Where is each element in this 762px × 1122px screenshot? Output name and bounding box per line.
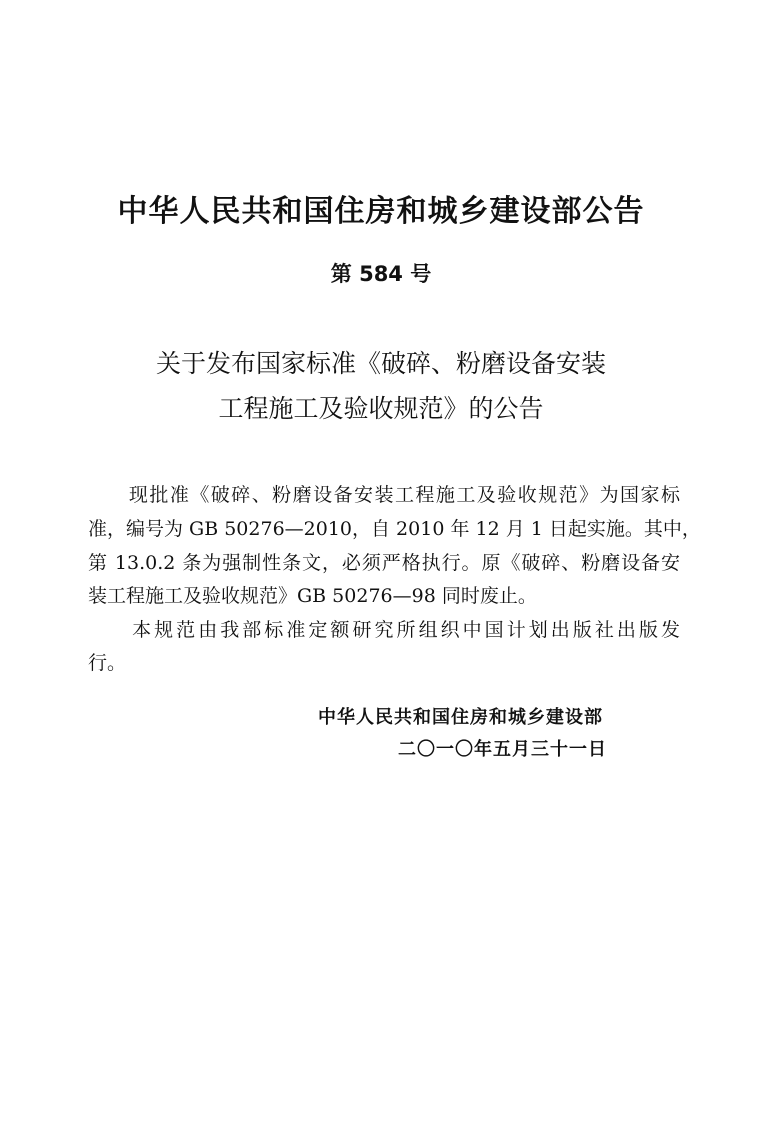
body-line-1: 现批准《破碎、粉磨设备安装工程施工及验收规范》为国家标 — [88, 484, 680, 506]
issue-date: 二〇一〇年五月三十一日 — [398, 739, 607, 760]
body-line-5: 本规范由我部标准定额研究所组织中国计划出版社出版发 — [88, 619, 680, 641]
announcement-number: 第 584 号 — [330, 262, 432, 286]
announcement-title: 中华人民共和国住房和城乡建设部公告 — [117, 194, 645, 229]
body-line-2: 准，编号为 GB 50276—2010，自 2010 年 12 月 1 日起实施。其中， — [88, 518, 701, 540]
body-line-3: 第 13.0.2 条为强制性条文，必须严格执行。原《破碎、粉磨设备安 — [88, 552, 680, 574]
subject-line-2: 工程施工及验收规范》的公告 — [218, 394, 544, 423]
body-line-4: 装工程施工及验收规范》GB 50276—98 同时废止。 — [88, 585, 537, 607]
subject-line-1: 关于发布国家标准《破碎、粉磨设备安装 — [155, 349, 606, 378]
body-line-6: 行。 — [88, 652, 127, 674]
issuer-signature: 中华人民共和国住房和城乡建设部 — [318, 707, 603, 728]
